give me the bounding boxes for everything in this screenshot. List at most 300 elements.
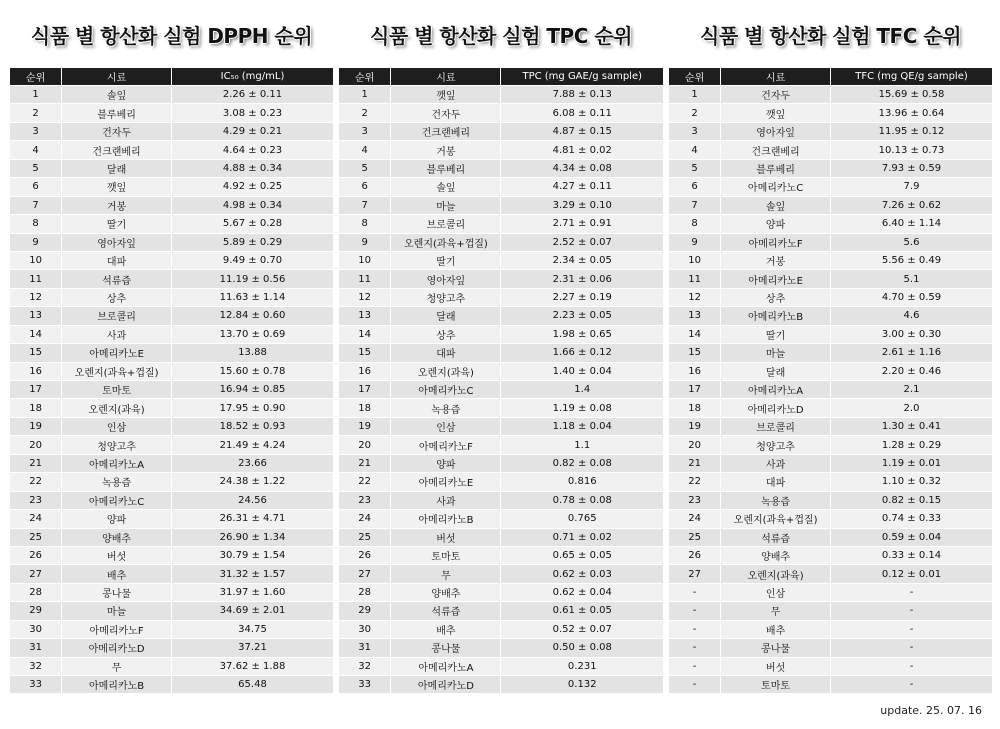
rank-cell: 14 (10, 325, 62, 343)
table-header-row (669, 68, 992, 86)
value-cell: 26.31 ± 4.71 (171, 510, 333, 528)
rank-cell: 10 (339, 251, 391, 269)
value-cell: 31.32 ± 1.57 (171, 565, 333, 583)
table-row (669, 436, 992, 454)
sample-cell: 블루베리 (721, 159, 831, 177)
sample-cell: 아메리카노B (721, 307, 831, 325)
sample-cell: 인삼 (721, 583, 831, 601)
table-row (669, 491, 992, 509)
table-row (339, 270, 663, 288)
value-cell: 4.88 ± 0.34 (171, 159, 333, 177)
value-cell: - (830, 620, 992, 638)
value-cell: 0.765 (501, 510, 663, 528)
dpph-table-body (10, 86, 333, 694)
table-row (339, 344, 663, 362)
sample-cell: 거봉 (391, 141, 501, 159)
value-cell: 0.231 (501, 657, 663, 675)
value-cell: 2.23 ± 0.05 (501, 307, 663, 325)
sample-header: 시료 (391, 68, 501, 86)
table-row (10, 270, 333, 288)
sample-cell: 버섯 (721, 657, 831, 675)
rank-cell: 1 (10, 86, 62, 104)
table-row (669, 178, 992, 196)
table-row (10, 178, 333, 196)
table-row (669, 141, 992, 159)
rank-cell: 13 (10, 307, 62, 325)
sample-cell: 마늘 (62, 602, 172, 620)
sample-cell: 양파 (62, 510, 172, 528)
table-row (10, 325, 333, 343)
value-cell: 0.78 ± 0.08 (501, 491, 663, 509)
sample-cell: 아메리카노D (721, 399, 831, 417)
table-row (339, 86, 663, 104)
value-header: TFC (mg QE/g sample) (830, 68, 992, 86)
rank-cell: 17 (669, 381, 721, 399)
sample-cell: 양파 (721, 215, 831, 233)
value-cell: 1.98 ± 0.65 (501, 325, 663, 343)
sample-cell: 거봉 (721, 251, 831, 269)
sample-cell: 양배추 (62, 528, 172, 546)
tfc-table (669, 68, 992, 693)
value-cell: 4.70 ± 0.59 (830, 288, 992, 306)
value-cell: 9.49 ± 0.70 (171, 251, 333, 269)
value-cell: 0.82 ± 0.15 (830, 491, 992, 509)
value-cell: 37.21 (171, 639, 333, 657)
sample-cell: 석류즙 (62, 270, 172, 288)
rank-cell: 4 (10, 141, 62, 159)
dpph-panel (10, 0, 333, 693)
sample-cell: 인삼 (391, 417, 501, 435)
rank-cell: 20 (339, 436, 391, 454)
rank-cell: 23 (669, 491, 721, 509)
rank-cell: 16 (669, 362, 721, 380)
table-row (669, 602, 992, 620)
sample-cell: 배추 (391, 620, 501, 638)
sample-cell: 아메리카노E (721, 270, 831, 288)
value-cell: 65.48 (171, 676, 333, 694)
sample-cell: 배추 (62, 565, 172, 583)
tpc-panel (339, 0, 663, 693)
value-cell: 4.29 ± 0.21 (171, 122, 333, 140)
rank-cell: 27 (339, 565, 391, 583)
sample-cell: 깻잎 (391, 86, 501, 104)
sample-cell: 건자두 (391, 104, 501, 122)
table-row (339, 362, 663, 380)
table-row (669, 399, 992, 417)
sample-cell: 사과 (721, 454, 831, 472)
rank-cell: 31 (10, 639, 62, 657)
sample-cell: 사과 (62, 325, 172, 343)
table-row (669, 344, 992, 362)
rank-cell: - (669, 639, 721, 657)
rank-cell: 26 (10, 546, 62, 564)
table-row (339, 583, 663, 601)
rank-cell: 29 (10, 602, 62, 620)
value-cell: 13.96 ± 0.64 (830, 104, 992, 122)
table-row (10, 362, 333, 380)
rank-cell: 24 (10, 510, 62, 528)
rank-cell: 7 (10, 196, 62, 214)
value-cell: 10.13 ± 0.73 (830, 141, 992, 159)
sample-cell: 솔잎 (391, 178, 501, 196)
table-row (339, 565, 663, 583)
rank-cell: 13 (669, 307, 721, 325)
rank-cell: 5 (10, 159, 62, 177)
sample-cell: 딸기 (391, 251, 501, 269)
sample-cell: 딸기 (62, 215, 172, 233)
table-row (10, 657, 333, 675)
table-row (10, 344, 333, 362)
rank-cell: 16 (339, 362, 391, 380)
table-row (10, 620, 333, 638)
value-cell: 4.81 ± 0.02 (501, 141, 663, 159)
table-row (10, 417, 333, 435)
value-cell: 15.69 ± 0.58 (830, 86, 992, 104)
table-row (339, 510, 663, 528)
table-row (669, 565, 992, 583)
sample-cell: 거봉 (62, 196, 172, 214)
rank-cell: 21 (10, 454, 62, 472)
value-cell: 5.56 ± 0.49 (830, 251, 992, 269)
table-row (669, 251, 992, 269)
rank-cell: 15 (339, 344, 391, 362)
sample-cell: 버섯 (391, 528, 501, 546)
sample-cell: 석류즙 (391, 602, 501, 620)
rank-cell: 26 (669, 546, 721, 564)
table-row (10, 528, 333, 546)
table-row (339, 528, 663, 546)
rank-cell: 12 (669, 288, 721, 306)
table-row (669, 583, 992, 601)
value-cell: 0.62 ± 0.04 (501, 583, 663, 601)
table-row (669, 270, 992, 288)
rank-cell: - (669, 583, 721, 601)
table-row (339, 325, 663, 343)
rank-cell: 2 (10, 104, 62, 122)
value-cell: 11.19 ± 0.56 (171, 270, 333, 288)
rank-cell: 17 (10, 381, 62, 399)
sample-cell: 아메리카노F (721, 233, 831, 251)
rank-cell: 5 (339, 159, 391, 177)
table-row (339, 159, 663, 177)
table-row (339, 473, 663, 491)
rank-cell: 21 (339, 454, 391, 472)
rank-cell: 25 (339, 528, 391, 546)
sample-cell: 양배추 (391, 583, 501, 601)
sample-cell: 상추 (721, 288, 831, 306)
table-row (339, 178, 663, 196)
table-row (669, 86, 992, 104)
value-cell: 1.19 ± 0.01 (830, 454, 992, 472)
table-row (669, 362, 992, 380)
value-cell: 7.88 ± 0.13 (501, 86, 663, 104)
sample-cell: 청양고추 (391, 288, 501, 306)
value-cell: 23.66 (171, 454, 333, 472)
rank-cell: 30 (339, 620, 391, 638)
rank-cell: 22 (10, 473, 62, 491)
value-cell: 4.92 ± 0.25 (171, 178, 333, 196)
rank-cell: 2 (339, 104, 391, 122)
table-row (669, 325, 992, 343)
table-row (669, 417, 992, 435)
tpc-table (339, 68, 663, 693)
rank-cell: 11 (10, 270, 62, 288)
table-row (669, 473, 992, 491)
table-row (339, 104, 663, 122)
value-cell: 2.34 ± 0.05 (501, 251, 663, 269)
value-cell: 0.52 ± 0.07 (501, 620, 663, 638)
rank-cell: 25 (10, 528, 62, 546)
value-cell: - (830, 676, 992, 694)
table-row (669, 546, 992, 564)
value-cell: 4.6 (830, 307, 992, 325)
rank-cell: 3 (339, 122, 391, 140)
value-cell: 0.61 ± 0.05 (501, 602, 663, 620)
sample-cell: 깻잎 (62, 178, 172, 196)
value-cell: 0.59 ± 0.04 (830, 528, 992, 546)
rank-cell: 13 (339, 307, 391, 325)
table-row (339, 639, 663, 657)
value-cell: 0.816 (501, 473, 663, 491)
table-row (10, 473, 333, 491)
table-row (10, 122, 333, 140)
rank-cell: 22 (669, 473, 721, 491)
table-row (339, 602, 663, 620)
rank-cell: 15 (669, 344, 721, 362)
value-cell: 4.87 ± 0.15 (501, 122, 663, 140)
value-cell: 17.95 ± 0.90 (171, 399, 333, 417)
table-row (10, 639, 333, 657)
value-cell: 1.4 (501, 381, 663, 399)
rank-cell: 9 (669, 233, 721, 251)
table-row (669, 676, 992, 694)
table-row (669, 196, 992, 214)
rank-cell: 19 (339, 417, 391, 435)
rank-cell: 26 (339, 546, 391, 564)
table-row (669, 159, 992, 177)
value-cell: 15.60 ± 0.78 (171, 362, 333, 380)
table-row (339, 307, 663, 325)
sample-cell: 브로콜리 (721, 417, 831, 435)
sample-cell: 건자두 (62, 122, 172, 140)
rank-cell: 7 (339, 196, 391, 214)
value-cell: 26.90 ± 1.34 (171, 528, 333, 546)
rank-cell: 32 (339, 657, 391, 675)
value-cell: 13.70 ± 0.69 (171, 325, 333, 343)
value-cell: - (830, 657, 992, 675)
rank-cell: - (669, 657, 721, 675)
table-row (669, 381, 992, 399)
table-row (10, 215, 333, 233)
value-cell: 31.97 ± 1.60 (171, 583, 333, 601)
value-cell: 34.69 ± 2.01 (171, 602, 333, 620)
rank-cell: 20 (10, 436, 62, 454)
sample-cell: 오렌지(과육) (391, 362, 501, 380)
rank-cell: 18 (669, 399, 721, 417)
sample-cell: 오렌지(과육+껍질) (62, 362, 172, 380)
table-row (669, 510, 992, 528)
table-row (10, 510, 333, 528)
rank-cell: 23 (10, 491, 62, 509)
table-row (669, 307, 992, 325)
sample-cell: 오렌지(과육) (62, 399, 172, 417)
value-cell: 2.31 ± 0.06 (501, 270, 663, 288)
sample-cell: 오렌지(과육) (721, 565, 831, 583)
rank-header: 순위 (669, 68, 721, 86)
rank-cell: 11 (339, 270, 391, 288)
table-row (10, 676, 333, 694)
sample-cell: 녹용즙 (391, 399, 501, 417)
table-row (339, 196, 663, 214)
sample-cell: 오렌지(과육+껍질) (391, 233, 501, 251)
table-header-row (339, 68, 663, 86)
value-cell: 1.1 (501, 436, 663, 454)
value-cell: 0.62 ± 0.03 (501, 565, 663, 583)
table-row (339, 454, 663, 472)
rank-cell: 24 (339, 510, 391, 528)
sample-cell: 깻잎 (721, 104, 831, 122)
rank-cell: 8 (669, 215, 721, 233)
value-cell: 0.82 ± 0.08 (501, 454, 663, 472)
sample-cell: 아메리카노A (62, 454, 172, 472)
rank-cell: - (669, 602, 721, 620)
table-row (669, 215, 992, 233)
sample-cell: 사과 (391, 491, 501, 509)
value-cell: 7.26 ± 0.62 (830, 196, 992, 214)
value-cell: 5.1 (830, 270, 992, 288)
table-row (669, 657, 992, 675)
value-cell: 4.34 ± 0.08 (501, 159, 663, 177)
value-cell: 1.30 ± 0.41 (830, 417, 992, 435)
rank-cell: 18 (339, 399, 391, 417)
table-row (339, 399, 663, 417)
rank-cell: 9 (10, 233, 62, 251)
rank-cell: - (669, 676, 721, 694)
table-row (339, 491, 663, 509)
value-cell: 2.26 ± 0.11 (171, 86, 333, 104)
rank-cell: 6 (10, 178, 62, 196)
value-cell: 16.94 ± 0.85 (171, 381, 333, 399)
table-row (669, 620, 992, 638)
sample-cell: 블루베리 (62, 104, 172, 122)
sample-cell: 아메리카노D (391, 676, 501, 694)
sample-cell: 건자두 (721, 86, 831, 104)
sample-cell: 브로콜리 (62, 307, 172, 325)
sample-cell: 콩나물 (391, 639, 501, 657)
rank-cell: 8 (10, 215, 62, 233)
sample-cell: 오렌지(과육+껍질) (721, 510, 831, 528)
sample-cell: 솔잎 (721, 196, 831, 214)
sample-cell: 대파 (62, 251, 172, 269)
table-row (10, 288, 333, 306)
sample-cell: 건크랜베리 (391, 122, 501, 140)
rank-cell: 19 (10, 417, 62, 435)
rank-cell: 1 (339, 86, 391, 104)
value-cell: 5.67 ± 0.28 (171, 215, 333, 233)
rank-cell: 10 (10, 251, 62, 269)
sample-cell: 영아자잎 (62, 233, 172, 251)
table-row (339, 546, 663, 564)
value-cell: 11.95 ± 0.12 (830, 122, 992, 140)
rank-cell: 31 (339, 639, 391, 657)
sample-cell: 영아자잎 (721, 122, 831, 140)
rank-cell: 9 (339, 233, 391, 251)
rank-cell: 14 (669, 325, 721, 343)
table-row (10, 546, 333, 564)
tfc-panel (669, 0, 992, 693)
table-row (339, 215, 663, 233)
table-row (339, 620, 663, 638)
table-row (339, 251, 663, 269)
value-cell: 6.40 ± 1.14 (830, 215, 992, 233)
value-cell: 0.74 ± 0.33 (830, 510, 992, 528)
rank-cell: 11 (669, 270, 721, 288)
value-cell: 5.89 ± 0.29 (171, 233, 333, 251)
table-row (10, 583, 333, 601)
rank-cell: 21 (669, 454, 721, 472)
sample-cell: 아메리카노C (391, 381, 501, 399)
update-date: update. 25. 07. 16 (880, 704, 982, 717)
table-row (10, 86, 333, 104)
value-cell: 4.27 ± 0.11 (501, 178, 663, 196)
table-row (10, 436, 333, 454)
table-row (10, 381, 333, 399)
value-cell: 2.71 ± 0.91 (501, 215, 663, 233)
sample-cell: 달래 (62, 159, 172, 177)
sample-cell: 달래 (721, 362, 831, 380)
value-cell: 11.63 ± 1.14 (171, 288, 333, 306)
table-row (339, 436, 663, 454)
dpph-table (10, 68, 333, 693)
sample-cell: 양배추 (721, 546, 831, 564)
value-cell: 0.71 ± 0.02 (501, 528, 663, 546)
value-cell: 0.12 ± 0.01 (830, 565, 992, 583)
table-row (669, 639, 992, 657)
table-row (10, 565, 333, 583)
table-row (339, 122, 663, 140)
rank-cell: 32 (10, 657, 62, 675)
rank-cell: 19 (669, 417, 721, 435)
value-cell: 4.98 ± 0.34 (171, 196, 333, 214)
value-cell: 13.88 (171, 344, 333, 362)
rank-cell: 28 (10, 583, 62, 601)
sample-cell: 아메리카노A (391, 657, 501, 675)
tpc-title: 식품 별 항산화 실험 TPC 순위 (370, 23, 632, 48)
value-cell: 30.79 ± 1.54 (171, 546, 333, 564)
table-row (10, 602, 333, 620)
sample-cell: 녹용즙 (721, 491, 831, 509)
sample-cell: 청양고추 (62, 436, 172, 454)
value-cell: 1.66 ± 0.12 (501, 344, 663, 362)
rank-header: 순위 (339, 68, 391, 86)
rank-header: 순위 (10, 68, 62, 86)
sample-cell: 버섯 (62, 546, 172, 564)
sample-cell: 무 (391, 565, 501, 583)
value-cell: 0.132 (501, 676, 663, 694)
sample-cell: 상추 (391, 325, 501, 343)
rank-cell: 18 (10, 399, 62, 417)
tpc-table-body (339, 86, 663, 694)
rank-cell: 6 (669, 178, 721, 196)
sample-cell: 마늘 (391, 196, 501, 214)
rank-cell: 33 (339, 676, 391, 694)
sample-cell: 무 (62, 657, 172, 675)
value-cell: - (830, 639, 992, 657)
value-cell: 3.00 ± 0.30 (830, 325, 992, 343)
sample-cell: 아메리카노C (62, 491, 172, 509)
rank-cell: 33 (10, 676, 62, 694)
rank-cell: 12 (339, 288, 391, 306)
